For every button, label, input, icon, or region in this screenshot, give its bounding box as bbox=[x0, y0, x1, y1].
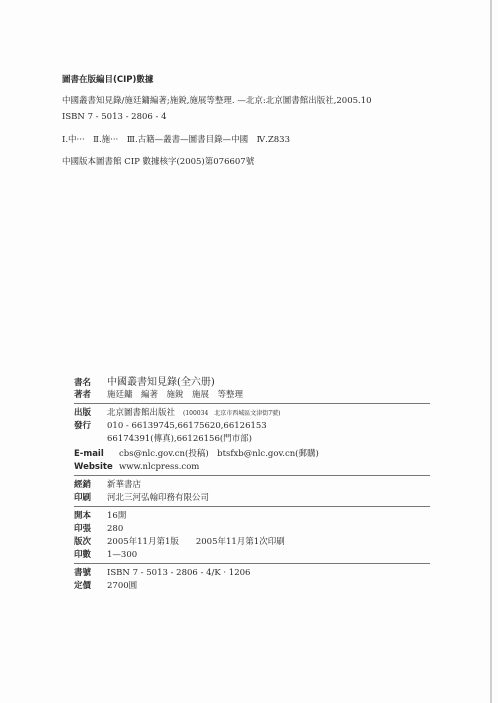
colophon-publisher-row bbox=[74, 407, 434, 420]
colophon-isbn-row bbox=[74, 567, 434, 580]
cip-line-4: 中國版本圖書館 CIP 數據核字(2005)第076607號 bbox=[62, 157, 255, 167]
format-label: 開本 bbox=[74, 511, 92, 521]
email-value: cbs@nlc.gov.cn(投稿) btsfxb@nlc.gov.cn(郵購) bbox=[119, 449, 319, 459]
isbn-label: 書號 bbox=[74, 568, 92, 578]
cip-line-3: Ⅰ.中··· Ⅱ.施··· Ⅲ.古籍—叢書—圖書目錄—中國 Ⅳ.Z833 bbox=[62, 134, 290, 145]
author-label: 著者 bbox=[74, 390, 92, 400]
colophon-format-row bbox=[74, 510, 434, 523]
colophon-distribution-row-2 bbox=[74, 433, 434, 446]
copies-label: 印數 bbox=[74, 550, 92, 560]
colophon-sheets-row bbox=[74, 523, 434, 536]
colophon-distribution-row bbox=[74, 420, 434, 433]
printer-label: 印刷 bbox=[74, 493, 92, 503]
edition-label: 版次 bbox=[74, 537, 92, 547]
cip-line-1: 中國叢書知見錄/施廷鏞編著;施銳,施展等整理. —北京:北京圖書館出版社,2005.10 bbox=[62, 95, 372, 106]
isbn-value: ISBN 7 - 5013 - 2806 - 4/K · 1206 bbox=[107, 568, 251, 578]
website-label: Website bbox=[74, 462, 113, 472]
divider bbox=[74, 475, 430, 476]
printer-value: 河北三河弘翰印務有限公司 bbox=[107, 493, 210, 503]
distribution-value-2: 66174391(傳真),66126156(門市部) bbox=[107, 434, 252, 444]
publisher-address: (100034 北京市西城區文津街7號) bbox=[183, 410, 281, 417]
price-value: 2700圓 bbox=[107, 581, 138, 591]
cip-title: 圖書在版編目(CIP)數據 bbox=[62, 75, 154, 85]
colophon-email-row bbox=[74, 448, 434, 461]
author-value: 施廷鏞 編著 施銳 施展 等整理 bbox=[107, 390, 244, 400]
colophon-edition-row bbox=[74, 536, 434, 549]
colophon-copies-row bbox=[74, 549, 434, 562]
format-value: 16開 bbox=[107, 511, 127, 521]
cip-line-2: ISBN 7 - 5013 - 2806 - 4 bbox=[62, 112, 167, 122]
colophon-website-row bbox=[74, 461, 434, 474]
distribution-label: 發行 bbox=[74, 421, 92, 431]
publisher-label: 出版 bbox=[74, 408, 92, 418]
seller-value: 新華書店 bbox=[107, 480, 142, 490]
colophon bbox=[74, 376, 434, 593]
seller-label: 經銷 bbox=[74, 480, 92, 490]
website-value: www.nlcpress.com bbox=[119, 462, 200, 472]
sheets-value: 280 bbox=[107, 524, 124, 534]
colophon-printer-row bbox=[74, 492, 434, 505]
colophon-title-row bbox=[74, 376, 434, 389]
colophon-author-row bbox=[74, 389, 434, 402]
divider bbox=[74, 563, 430, 564]
sheets-label: 印張 bbox=[74, 524, 92, 534]
cip-block bbox=[62, 72, 462, 171]
edition-value: 2005年11月第1版 2005年11月第1次印刷 bbox=[107, 537, 285, 547]
distribution-value: 010 - 66139745,66175620,66126153 bbox=[107, 421, 267, 431]
colophon-price-row bbox=[74, 580, 434, 593]
divider bbox=[74, 403, 430, 404]
copies-value: 1—300 bbox=[107, 550, 138, 560]
title-value: 中國叢書知見錄(全六册) bbox=[107, 377, 215, 388]
divider bbox=[74, 506, 430, 507]
page-edge bbox=[490, 0, 492, 703]
publisher-value: 北京圖書館出版社 bbox=[107, 408, 176, 418]
price-label: 定價 bbox=[74, 581, 92, 591]
email-label: E-mail bbox=[74, 449, 104, 459]
title-label: 書名 bbox=[74, 378, 92, 388]
colophon-seller-row bbox=[74, 479, 434, 492]
